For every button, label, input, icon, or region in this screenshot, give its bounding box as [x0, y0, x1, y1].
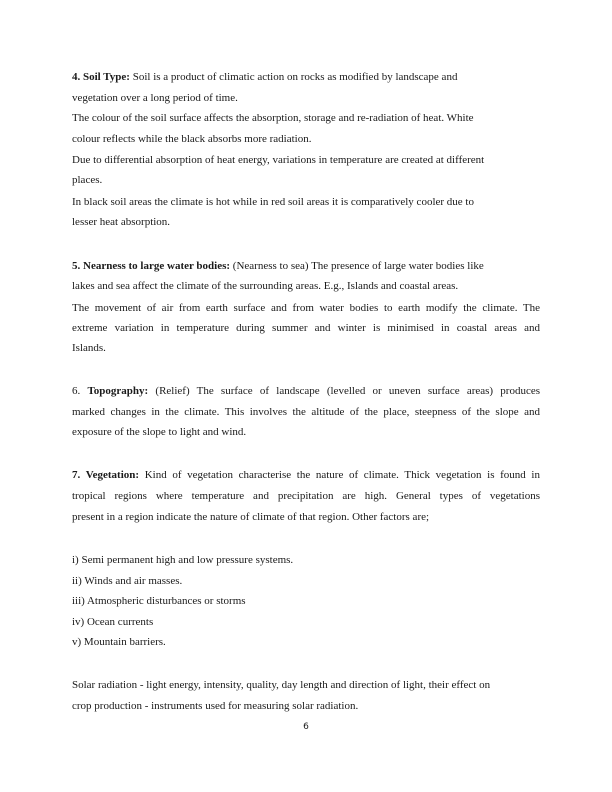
soil-type-heading: Soil Type:: [83, 71, 130, 83]
text-line: Due to differential absorption of heat energy, variations in temperature are created at different: [72, 154, 485, 166]
text-line: The colour of the soil surface affects the absorption, storage and re-radiation of heat. White: [72, 112, 474, 124]
text-line: present in a region indicate the nature of climate of that region. Other factors are;: [72, 511, 430, 523]
vegetation-heading-line: 7. Vegetation: Kind of vegetation characterise the nature of climate. Thick vegetation is found in: [72, 469, 540, 481]
text-line: crop production - instruments used for measuring solar radiation.: [72, 700, 359, 712]
page-number: 6: [303, 722, 309, 732]
text-line: Islands.: [72, 342, 106, 354]
text-line: Solar radiation - light energy, intensity, quality, day length and direction of light, their effect on: [72, 679, 491, 691]
list-item: iv) Ocean currents: [72, 616, 154, 628]
vegetation-heading: 7. Vegetation:: [72, 469, 140, 481]
list-item: iii) Atmospheric disturbances or storms: [72, 595, 246, 607]
list-item: ii) Winds and air masses.: [72, 575, 183, 587]
text-line: lakes and sea affect the climate of the surrounding areas. E.g., Islands and coastal areas.: [72, 280, 459, 292]
text-line: The movement of air from earth surface and from water bodies to earth modify the climate. The: [72, 302, 540, 314]
soil-type-heading-line: 4. Soil Type: Soil is a product of climatic action on rocks as modified by landscape and: [72, 71, 458, 83]
text-line: tropical regions where temperature and precipitation are high. General types of vegetations: [72, 490, 540, 502]
text-line: exposure of the slope to light and wind.: [72, 426, 247, 438]
text-line: extreme variation in temperature during summer and winter is minimised in coastal areas and: [72, 322, 540, 334]
water-bodies-heading: 5. Nearness to large water bodies:: [72, 260, 231, 272]
topography-heading: Topography:: [87, 385, 149, 397]
list-item: i) Semi permanent high and low pressure systems.: [72, 554, 294, 566]
list-item: v) Mountain barriers.: [72, 636, 166, 648]
text-line: In black soil areas the climate is hot while in red soil areas it is comparatively cooler due to: [72, 196, 474, 208]
text-line: places.: [72, 174, 103, 186]
water-bodies-heading-line: 5. Nearness to large water bodies: (Nearness to sea) The presence of large water bodies like: [72, 260, 484, 272]
topography-heading-line: 6. Topography: (Relief) The surface of landscape (levelled or uneven surface areas) produces: [72, 385, 541, 397]
text-line: marked changes in the climate. This involves the altitude of the place, steepness of the slope and: [72, 406, 540, 418]
text-line: vegetation over a long period of time.: [72, 92, 238, 104]
text-line: lesser heat absorption.: [72, 216, 171, 228]
text-line: colour reflects while the black absorbs more radiation.: [72, 133, 312, 145]
